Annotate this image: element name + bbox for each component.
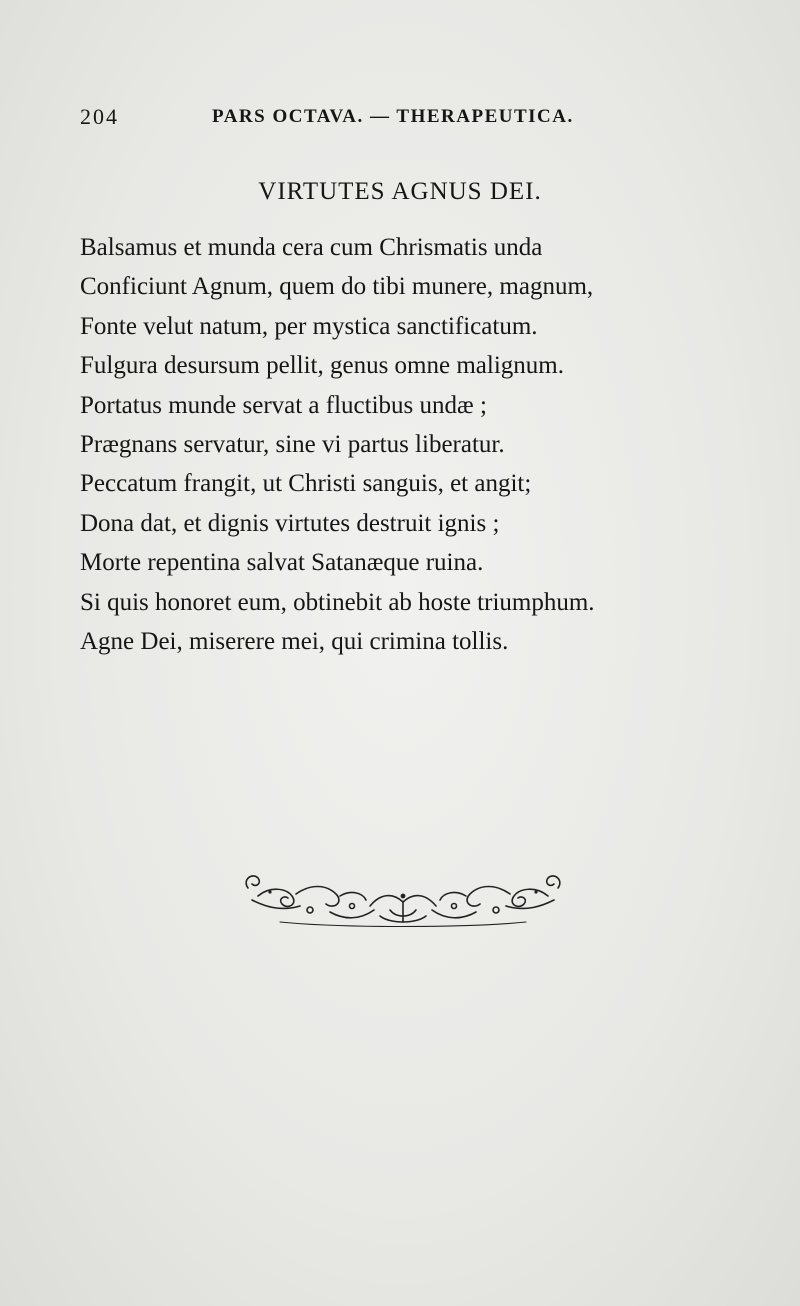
verse-line: Fulgura desursum pellit, genus omne malignum.: [80, 352, 564, 380]
verse-line: Agne Dei, miserere mei, qui crimina tollis.: [80, 627, 509, 655]
poem-body: [80, 228, 720, 661]
page-header: [80, 104, 720, 134]
floral-scroll-ornament-icon: [240, 866, 566, 930]
verse-line: Morte repentina salvat Satanæque ruina.: [80, 549, 484, 577]
verse-line: Balsamus et munda cera cum Chrismatis unda: [80, 234, 543, 261]
verse-line: Dona dat, et dignis virtutes destruit ignis ;: [80, 509, 500, 537]
verse-line: Peccatum frangit, ut Christi sanguis, et angit;: [80, 470, 532, 498]
verse-line: Conficiunt Agnum, quem do tibi munere, magnum,: [80, 273, 594, 301]
verse-line: Fonte velut natum, per mystica sanctificatum.: [80, 312, 538, 340]
verse-line: Prægnans servatur, sine vi partus liberatur.: [80, 430, 505, 458]
page-number: 204: [80, 104, 119, 129]
verse-line: Si quis honoret eum, obtinebit ab hoste triumphum.: [80, 588, 595, 616]
verse-line: Portatus munde servat a fluctibus undæ ;: [80, 391, 487, 419]
running-head: PARS OCTAVA. — THERAPEUTICA.: [212, 106, 574, 127]
poem-title: VIRTUTES AGNUS DEI.: [258, 178, 542, 205]
